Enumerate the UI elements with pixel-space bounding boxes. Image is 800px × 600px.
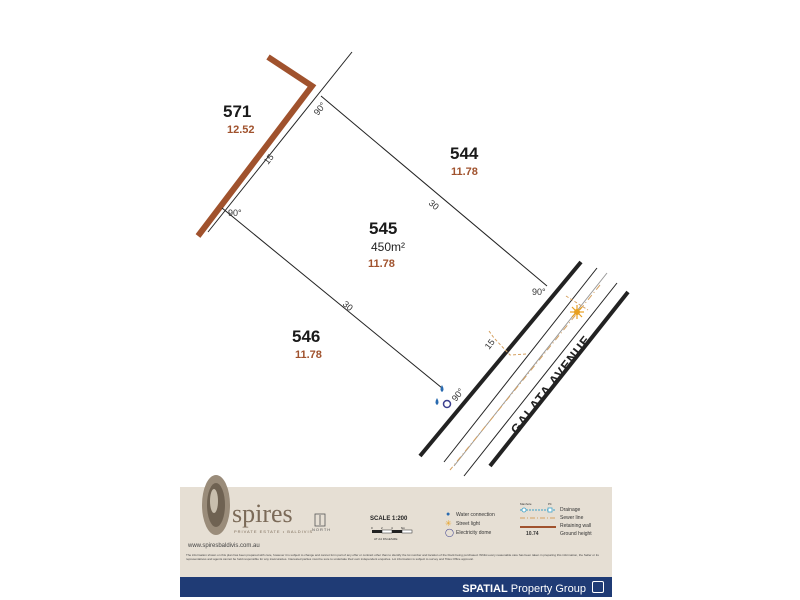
street-light-icon: ✳ xyxy=(445,519,452,528)
scale-tick-label: 4 xyxy=(391,526,393,530)
retaining-wall-icon xyxy=(520,525,556,529)
legend-item: Water connection xyxy=(456,512,495,518)
water-connection-icon xyxy=(436,385,444,405)
legend-item: Sewer line xyxy=(560,515,584,521)
legend-item: Ground height xyxy=(560,531,592,537)
lot-area: 450m² xyxy=(371,240,406,254)
dimension-label: 30 xyxy=(340,298,355,313)
street-name: GALATA AVENUE xyxy=(507,332,594,437)
lot-value: 11.78 xyxy=(451,166,478,178)
lot-number: 544 xyxy=(450,144,479,163)
boundary-line xyxy=(222,208,442,388)
angle-label: 90° xyxy=(532,287,546,297)
lot-number: 546 xyxy=(292,327,321,346)
lot-value: 11.78 xyxy=(368,258,395,270)
legend-item: Drainage xyxy=(560,507,581,513)
lot-number: 571 xyxy=(223,102,252,121)
boundary-line xyxy=(208,52,352,232)
legend-mini-label: Pit xyxy=(548,502,552,506)
scale-tick-label: 2 xyxy=(381,526,383,530)
scale-bar xyxy=(370,525,416,535)
angle-label: 90° xyxy=(228,208,242,218)
scale-subtitle: AT A4 PAGESIZE xyxy=(374,537,398,541)
electricity-dome-icon: ◯ xyxy=(445,528,454,537)
brand-name-bold: SPATIAL xyxy=(462,583,508,595)
angle-label: 90° xyxy=(449,386,466,404)
electricity-dome-icon xyxy=(444,401,451,408)
lot-value: 12.52 xyxy=(227,124,255,136)
drainage-icon xyxy=(520,507,556,513)
sewer-line-icon xyxy=(520,516,556,520)
retaining-wall xyxy=(198,57,312,236)
brand-name-light: Property Group xyxy=(510,583,586,595)
scale-tick-label: 0 xyxy=(371,526,373,530)
scale-tick-label: 6m xyxy=(401,526,406,530)
logo-name: spires xyxy=(232,499,293,528)
website-link[interactable]: www.spiresbaldivis.com.au xyxy=(188,543,260,549)
footer-panel xyxy=(180,487,612,577)
road-edge xyxy=(420,262,628,476)
logo-subtitle: PRIVATE ESTATE • BALDIVIS xyxy=(234,529,314,534)
street-light-icon xyxy=(570,305,584,319)
brand-logo-icon xyxy=(592,581,604,593)
legend-mini-label: Manhole xyxy=(520,502,532,506)
legend-item: Electricity dome xyxy=(456,530,492,536)
brand-bar xyxy=(180,577,612,597)
disclaimer-text: The information shown on this plan has been prepared with care, however it is subject to change and cannot form part of any offer or contract other than to identify the lot number and location of the block being purchased. Whilst every reasonable care has been taken in preparing this information, the Seller or its representatives and agents cannot be held responsible for any inaccuracies. Interested parties must be sure to undertake their own independent enquiries. Lot information is subject to survey and Titles Office approval. xyxy=(186,553,599,561)
dimension-label: 15 xyxy=(482,337,497,352)
lot-value: 11.78 xyxy=(295,349,322,361)
legend-item: Street light xyxy=(456,521,480,527)
north-label: NORTH xyxy=(312,527,332,532)
brand-name xyxy=(462,581,604,595)
north-arrow-icon xyxy=(314,513,326,527)
dimension-label: 30 xyxy=(426,197,441,212)
dimension-label: 15 xyxy=(261,152,276,167)
water-connection-icon: ● xyxy=(446,511,451,518)
angle-label: 90° xyxy=(311,100,328,118)
boundary-line xyxy=(321,96,547,286)
spires-logo-icon xyxy=(198,471,234,539)
scale-title: SCALE 1:200 xyxy=(370,516,408,522)
legend-item: Retaining wall xyxy=(560,523,592,529)
lot-number: 545 xyxy=(369,219,398,238)
ground-height-sample: 10.74 xyxy=(526,531,539,537)
